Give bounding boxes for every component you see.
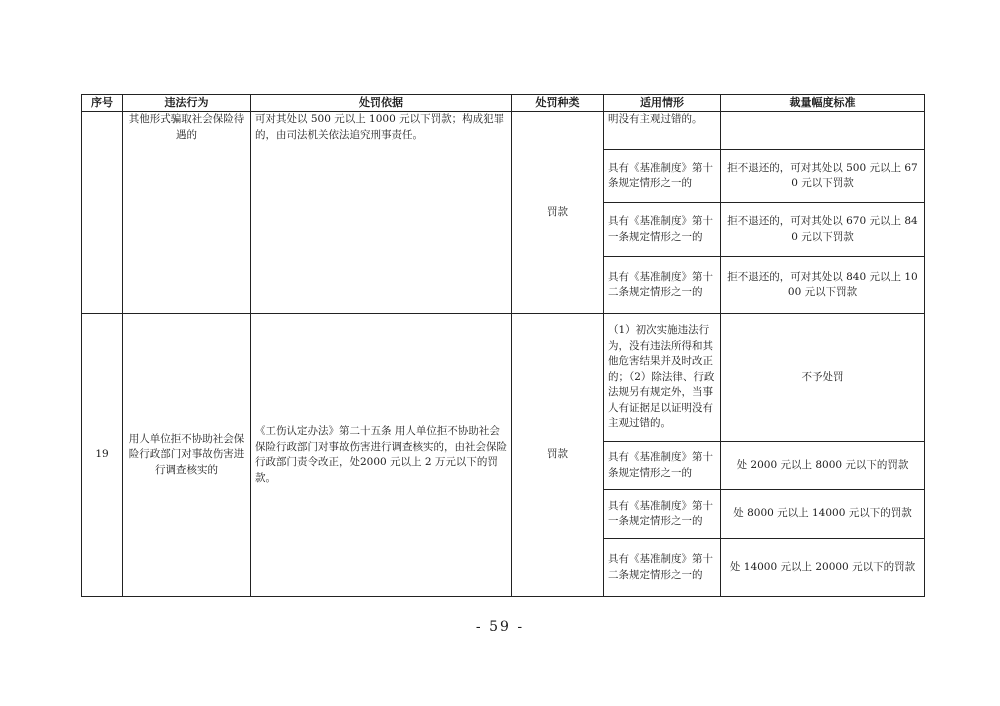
standard-cell: 处 2000 元以上 8000 元以下的罚款 (721, 442, 925, 490)
penalty-table (81, 94, 925, 597)
table-row (82, 112, 925, 150)
page-number: - 59 - (475, 619, 525, 635)
table-row (82, 314, 925, 442)
standard-cell: 拒不退还的，可对其处以 500 元以上 670 元以下罚款 (721, 150, 925, 203)
header-cell: 序号 (82, 95, 123, 112)
item-number-cell: 19 (82, 314, 123, 597)
header-cell: 处罚依据 (251, 95, 512, 112)
standard-cell: 不予处罚 (721, 314, 925, 442)
case-cell: 明没有主观过错的。 (604, 112, 721, 150)
case-cell: 具有《基准制度》第十二条规定情形之一的 (604, 539, 721, 597)
penalty-type-cell: 罚款 (512, 112, 604, 314)
violation-cell: 其他形式骗取社会保险待遇的 (123, 112, 251, 314)
penalty-type-cell: 罚款 (512, 314, 604, 597)
header-cell: 处罚种类 (512, 95, 604, 112)
standard-cell (721, 112, 925, 150)
standard-cell: 拒不退还的，可对其处以 840 元以上 1000 元以下罚款 (721, 257, 925, 314)
case-cell: 具有《基准制度》第十一条规定情形之一的 (604, 203, 721, 257)
header-row (82, 95, 925, 112)
case-cell: 具有《基准制度》第十一条规定情形之一的 (604, 490, 721, 539)
standard-cell: 处 8000 元以上 14000 元以下的罚款 (721, 490, 925, 539)
case-cell: （1）初次实施违法行为，没有违法所得和其他危害结果并及时改正的；（2）除法律、行政法规另有规定外，当事人有证据足以证明没有主观过错的。 (604, 314, 721, 442)
case-cell: 具有《基准制度》第十条规定情形之一的 (604, 150, 721, 203)
header-cell: 裁量幅度标准 (721, 95, 925, 112)
violation-cell: 用人单位拒不协助社会保险行政部门对事故伤害进行调查核实的 (123, 314, 251, 597)
case-cell: 具有《基准制度》第十条规定情形之一的 (604, 442, 721, 490)
header-cell: 违法行为 (123, 95, 251, 112)
basis-cell: 可对其处以 500 元以上 1000 元以下罚款；构成犯罪的，由司法机关依法追究刑事责任。 (251, 112, 512, 314)
standard-cell: 拒不退还的，可对其处以 670 元以上 840 元以下罚款 (721, 203, 925, 257)
header-cell: 适用情形 (604, 95, 721, 112)
case-cell: 具有《基准制度》第十二条规定情形之一的 (604, 257, 721, 314)
basis-cell: 《工伤认定办法》第二十五条 用人单位拒不协助社会保险行政部门对事故伤害进行调查核实的，由社会保险行政部门责令改正，处2000 元以上 2 万元以下的罚款。 (251, 314, 512, 597)
standard-cell: 处 14000 元以上 20000 元以下的罚款 (721, 539, 925, 597)
item-number-cell (82, 112, 123, 314)
